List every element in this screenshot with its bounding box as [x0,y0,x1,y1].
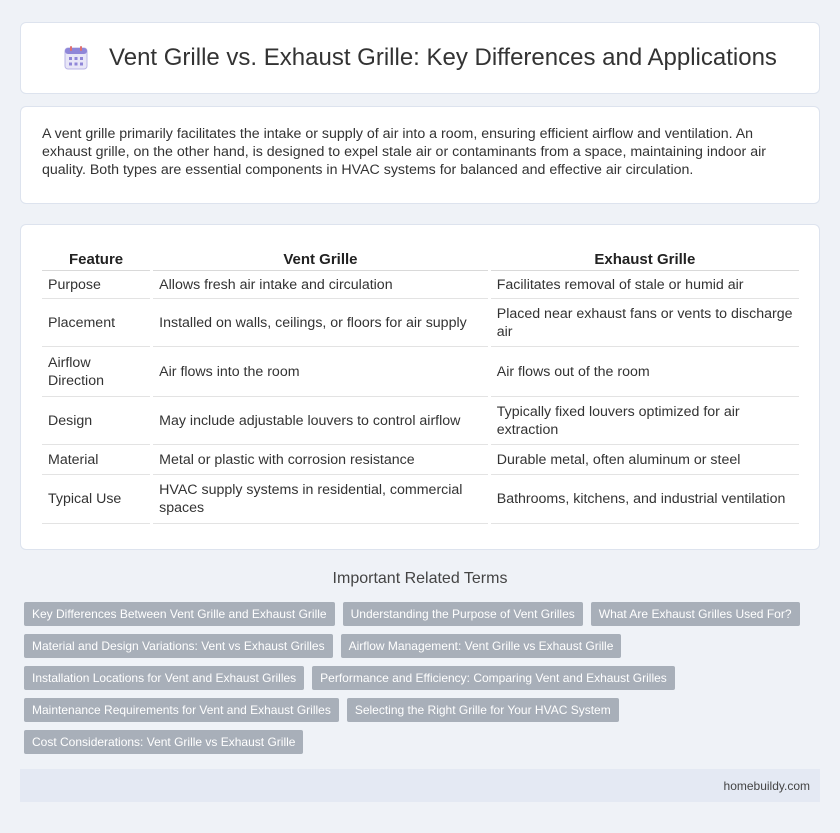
related-term-tag[interactable]: Airflow Management: Vent Grille vs Exhaust Grille [341,634,622,658]
related-term-tag[interactable]: What Are Exhaust Grilles Used For? [591,602,800,626]
table-row [42,475,799,524]
related-term-tag[interactable]: Understanding the Purpose of Vent Grilles [343,602,583,626]
table-cell-exhaust: Placed near exhaust fans or vents to discharge air [491,299,799,347]
table-cell-feature: Placement [42,299,150,347]
intro-card [20,106,820,204]
related-term-tag[interactable]: Installation Locations for Vent and Exhaust Grilles [24,666,304,690]
related-term-tag[interactable]: Performance and Efficiency: Comparing Vent and Exhaust Grilles [312,666,675,690]
table-row [42,271,799,299]
related-term-tag[interactable]: Maintenance Requirements for Vent and Exhaust Grilles [24,698,339,722]
table-cell-feature: Material [42,445,150,475]
comparison-table-card [20,224,820,550]
page-title [63,44,777,72]
related-term-tag[interactable]: Cost Considerations: Vent Grille vs Exhaust Grille [24,730,303,754]
table-row [42,347,799,397]
related-terms-list [20,602,820,762]
footer [20,769,820,802]
page-title-text: Vent Grille vs. Exhaust Grille: Key Differences and Applications [109,44,777,71]
table-cell-feature: Purpose [42,271,150,299]
table-cell-exhaust: Typically fixed louvers optimized for air extraction [491,397,799,445]
column-header-exhaust-grille: Exhaust Grille [491,245,799,271]
table-cell-exhaust: Air flows out of the room [491,347,799,397]
table-cell-exhaust: Facilitates removal of stale or humid air [491,271,799,299]
table-cell-vent: May include adjustable louvers to control airflow [153,397,488,445]
table-cell-vent: Installed on walls, ceilings, or floors for air supply [153,299,488,347]
table-cell-feature: Airflow Direction [42,347,150,397]
table-row [42,397,799,445]
comparison-table [42,245,799,524]
column-header-feature: Feature [42,245,150,271]
table-cell-vent: HVAC supply systems in residential, commercial spaces [153,475,488,524]
title-card [20,22,820,94]
table-row [42,445,799,475]
footer-site-name: homebuildy.com [723,779,810,793]
table-cell-vent: Metal or plastic with corrosion resistance [153,445,488,475]
calendar-icon [63,45,89,71]
column-header-vent-grille: Vent Grille [153,245,488,271]
table-cell-exhaust: Bathrooms, kitchens, and industrial ventilation [491,475,799,524]
related-term-tag[interactable]: Selecting the Right Grille for Your HVAC System [347,698,619,722]
table-cell-feature: Typical Use [42,475,150,524]
intro-text: A vent grille primarily facilitates the intake or supply of air into a room, ensuring efficient airflow and ventilation. An exhaust grille, on the other hand, is designed to expel stale air or contaminants from a space, maintaining indoor air quality. Both types are essential components in HVAC systems for balanced and effective air circulation. [42,126,766,178]
table-cell-vent: Allows fresh air intake and circulation [153,271,488,299]
table-cell-feature: Design [42,397,150,445]
table-row [42,299,799,347]
table-cell-exhaust: Durable metal, often aluminum or steel [491,445,799,475]
table-cell-vent: Air flows into the room [153,347,488,397]
related-term-tag[interactable]: Material and Design Variations: Vent vs Exhaust Grilles [24,634,333,658]
table-header-row [42,245,799,271]
related-terms-section [20,570,820,762]
related-term-tag[interactable]: Key Differences Between Vent Grille and Exhaust Grille [24,602,335,626]
related-terms-title: Important Related Terms [332,570,508,587]
